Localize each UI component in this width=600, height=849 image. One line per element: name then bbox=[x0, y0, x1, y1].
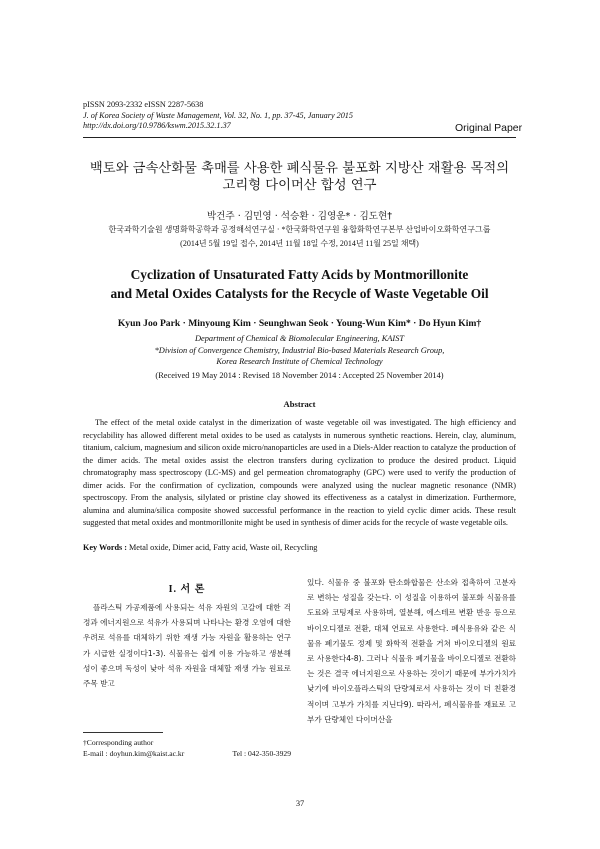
journal-citation: J. of Korea Society of Waste Management, Vol. 32, No. 1, pp. 37-45, January 2015 bbox=[83, 110, 353, 120]
abstract-heading: Abstract bbox=[283, 399, 316, 409]
keywords-label: Key Words : bbox=[83, 543, 127, 552]
doi-link[interactable]: http://dx.doi.org/10.9786/kswm.2015.32.1.37 bbox=[83, 121, 231, 130]
keywords-list: Metal oxide, Dimer acid, Fatty acid, Waste oil, Recycling bbox=[129, 543, 318, 552]
body-column-left bbox=[83, 600, 291, 691]
affiliation-2: *Division of Convergence Chemistry, Industrial Bio-based Materials Research Group, bbox=[154, 345, 445, 355]
english-affiliations bbox=[83, 333, 516, 368]
affiliation-1: Department of Chemical & Biomolecular Engineering, KAIST bbox=[194, 334, 405, 343]
english-authors: Kyun Joo Park · Minyoung Kim · Seunghwan Seok · Young-Wun Kim* · Do Hyun Kim† bbox=[117, 318, 482, 329]
abstract-body bbox=[83, 417, 516, 530]
intro-paragraph-2: 있다. 식물유 중 불포화 탄소화합물은 산소와 접촉하여 고분자로 변하는 성질을 갖는다. 이 성질을 이용하여 불포화 식물유를 도료와 코팅제로 사용하며, 열분해, 에스테르 변환 반응 등으로 바이오디젤로 전환, 대체 연료로 사용한다. 폐식용유와 같은 식물유 폐기물도 정제 및 화학적 전환을 거쳐 바이오디젤의 원료로 사용한다4-8). 그러나 식물유 폐기물을 바이오디젤로 전환하는 것은 결국 에너지원으로 사용하는 것이기 때문에 부가가치가 낮기에 바이오플라스틱의 단량체로서 사용하는 것이 더 친환경적이며 고부가 가치를 지닌다9). 따라서, 폐식물유를 재료로 고부가 단량체인 다이머산을 bbox=[307, 578, 516, 724]
korean-authors: 박건주 · 김민영 · 석승환 · 김영운* · 김도현† bbox=[206, 211, 393, 222]
english-title bbox=[83, 266, 516, 303]
corresponding-author: †Corresponding author bbox=[83, 738, 154, 747]
page-number: 37 bbox=[295, 799, 305, 808]
english-title-line2: and Metal Oxides Catalysts for the Recycle of Waste Vegetable Oil bbox=[110, 285, 489, 301]
english-dates: (Received 19 May 2014 : Revised 18 November 2014 : Accepted 25 November 2014) bbox=[155, 371, 444, 380]
author-tel: Tel : 042-350-3929 bbox=[232, 748, 291, 758]
journal-meta bbox=[83, 100, 353, 132]
body-column-right bbox=[307, 575, 516, 727]
korean-title-line2: 고리형 다이머산 합성 연구 bbox=[222, 178, 377, 193]
korean-title-line1: 백토와 금속산화물 촉매를 사용한 폐식물유 불포화 지방산 재활용 목적의 bbox=[89, 161, 510, 176]
keywords bbox=[83, 543, 317, 552]
intro-paragraph-1: 플라스틱 가공제품에 사용되는 석유 자원의 고갈에 대한 걱정과 에너지원으로 석유가 사용되며 나타나는 환경 오염에 대한 우려로 석유를 대체하기 위한 재생 가능 자원을 활용하는 연구가 시급한 실정이다1-3). 식물유는 쉽게 이용 가능하고 생분해성이 좋으며 독성이 낮아 석유 자원을 대체할 재생 가능 원료로 주목 받고 bbox=[83, 603, 291, 689]
korean-dates: (2014년 5월 19일 접수, 2014년 11월 18일 수정, 2014년 11월 25일 채택) bbox=[180, 239, 419, 248]
english-title-line1: Cyclization of Unsaturated Fatty Acids by Montmorillonite bbox=[130, 267, 469, 282]
paper-type-label: Original Paper bbox=[455, 122, 523, 134]
korean-title bbox=[83, 160, 516, 194]
footnote bbox=[83, 738, 291, 759]
section-heading-intro: I. 서 론 bbox=[168, 584, 206, 595]
issn-line: pISSN 2093-2332 eISSN 2287-5638 bbox=[83, 100, 204, 109]
footnote-rule bbox=[83, 732, 163, 733]
abstract-text: The effect of the metal oxide catalyst in the dimerization of waste vegetable oil was investigated. The high efficiency and recyclability has allowed different metal oxides to be used as catalysts in numerous synthetic reactions. Herein, clay, aluminum, titanium, calcium, magnesium and silicon oxide micro/nanoparticles are used in a Diels-Alder reaction to catalyze the production of the dimer acids. The metal oxides assist the electron transfers during cyclization to produce the desired product. Liquid chromatography mass spectroscopy (LC-MS) and gel permeation chromatography (GPC) were used to verify the production of dimer acids. For the confirmation of cyclization, compounds were analyzed using the nuclear magnetic resonance (NMR) spectroscopy. From the analysis, silylated or pristine clay showed its effectiveness as a catalyst in dimerization. Furthermore, alumina and alumina/silica composite showed successful performance in the reaction to yield cyclic dimer acids. These result suggested that metal oxides and montmorillonite might be used in synthesis of dimer acids for the recycle of waste vegetable oils. bbox=[83, 418, 516, 527]
korean-affiliation: 한국과학기술원 생명화학공학과 공정해석연구실 · *한국화학연구원 융합화학연구본부 산업바이오화학연구그룹 bbox=[108, 225, 491, 234]
author-email[interactable]: E-mail : doyhun.kim@kaist.ac.kr bbox=[83, 748, 185, 758]
header-rule bbox=[83, 137, 516, 138]
affiliation-3: Korea Research Institute of Chemical Technology bbox=[216, 357, 383, 367]
